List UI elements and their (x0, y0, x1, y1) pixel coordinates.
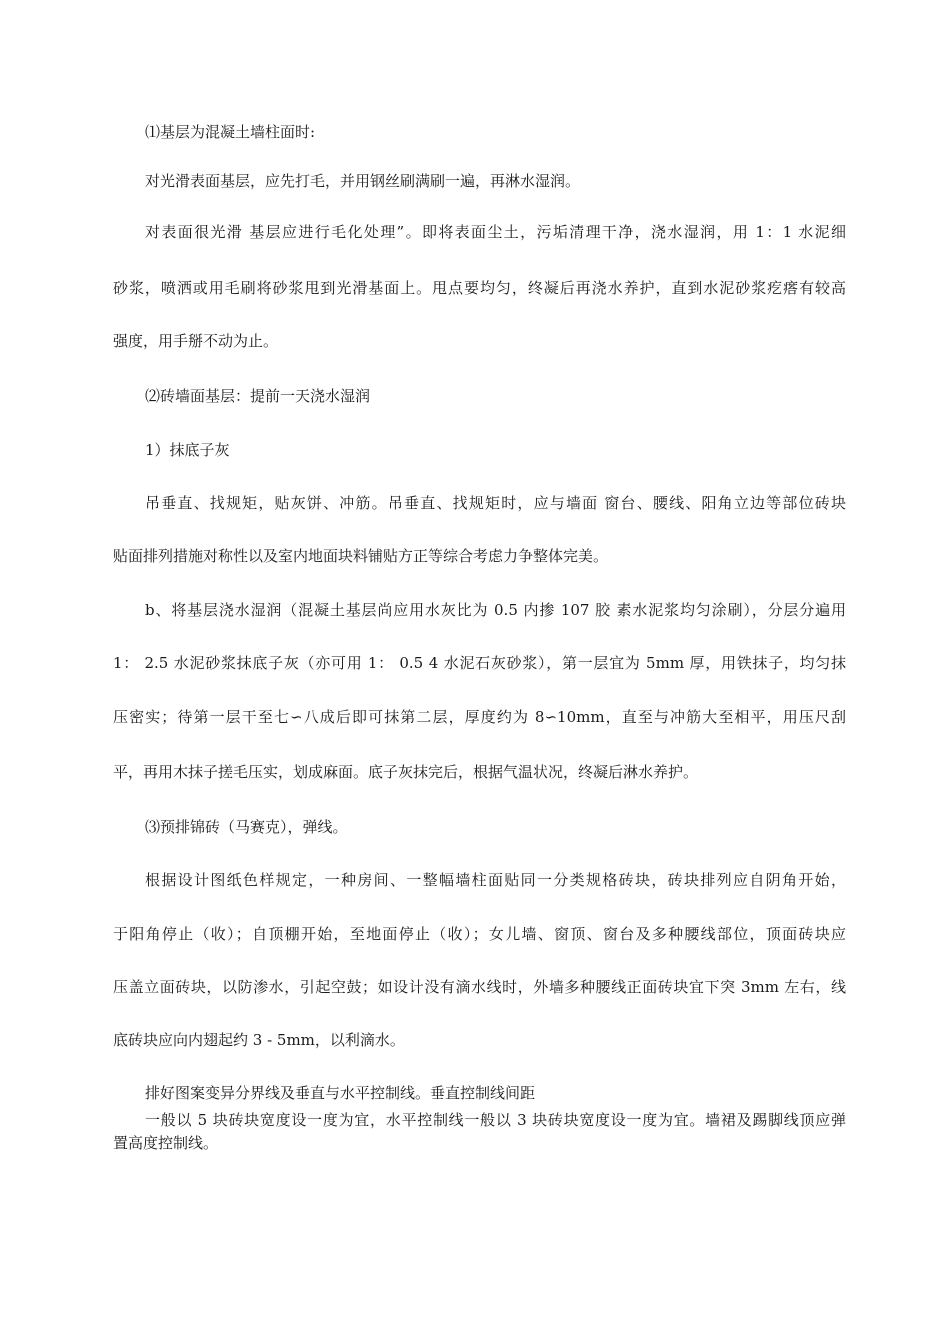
paragraph-line: 对光滑表面基层，应先打毛，并用钢丝刷满刷一遍，再淋水湿润。 (145, 172, 581, 190)
paragraph-line: 对表面很光滑 基层应进行毛化处理”。即将表面尘土，污垢清理干净，浇水湿润，用 1：1 水泥细 (145, 223, 846, 241)
paragraph-line: 压盖立面砖块，以防渗水，引起空鼓；如设计没有滴水线时，外墙多种腰线正面砖块宜下突 3mm 左右，线 (113, 978, 846, 996)
paragraph-line: 置高度控制线。 (113, 1134, 219, 1152)
paragraph-line: 底砖块应向内翅起约 3 - 5mm，以利滴水。 (113, 1031, 405, 1049)
paragraph-line: 于阳角停止（收）；自顶棚开始，至地面停止（收）；女儿墙、窗顶、窗台及多种腰线部位，顶面砖块应 (113, 925, 846, 943)
paragraph-line: 一般以 5 块砖块宽度设一度为宜，水平控制线一般以 3 块砖块宽度设一度为宜。墙裙及踢脚线顶应弹 (145, 1111, 846, 1129)
paragraph-line: b、将基层浇水湿润（混凝土基层尚应用水灰比为 0.5 内掺 107 胶 素水泥浆均匀涂刷），分层分遍用 (145, 601, 846, 619)
paragraph-line: 压密实；待第一层干至七∽八成后即可抹第二层，厚度约为 8∽10mm，直至与冲筋大至相平，用压尺刮 (113, 708, 846, 726)
paragraph-line: 吊垂直、找规矩，贴灰饼、冲筋。吊垂直、找规矩时，应与墙面 窗台、腰线、阳角立边等部位砖块 (145, 494, 846, 512)
paragraph-line: 砂浆，喷洒或用毛刷将砂浆甩到光滑基面上。甩点要均匀，终凝后再浇水养护，直到水泥砂浆疙瘩有较高 (113, 279, 846, 297)
paragraph-heading-concrete-base: ⑴基层为混凝土墙柱面时: (145, 123, 316, 141)
paragraph-heading-mosaic-layout: ⑶预排锦砖（马赛克），弹线。 (145, 818, 348, 836)
paragraph-line: 根据设计图纸色样规定，一种房间、一整幅墙柱面贴同一分类规格砖块，砖块排列应自阴角开始， (145, 871, 846, 889)
paragraph-line: 贴面排列措施对称性以及室内地面块料铺贴方正等综合考虑力争整体完美。 (113, 547, 609, 565)
paragraph-line: 排好图案变异分界线及垂直与水平控制线。垂直控制线间距 (145, 1084, 536, 1102)
paragraph-heading-brick-base: ⑵砖墙面基层：提前一天浇水湿润 (145, 387, 371, 405)
paragraph-line: 强度，用手掰不动为止。 (113, 332, 279, 350)
paragraph-line: 1： 2.5 水泥砂浆抹底子灰（亦可用 1： 0.5 4 水泥石灰砂浆），第一层宜为 5mm 厚，用铁抹子，均匀抹 (113, 654, 846, 672)
paragraph-line: 平，再用木抹子搓毛压实，划成麻面。底子灰抹完后，根据气温状况，终凝后淋水养护。 (113, 763, 699, 781)
paragraph-heading-base-coat: 1）抹底子灰 (145, 441, 230, 459)
